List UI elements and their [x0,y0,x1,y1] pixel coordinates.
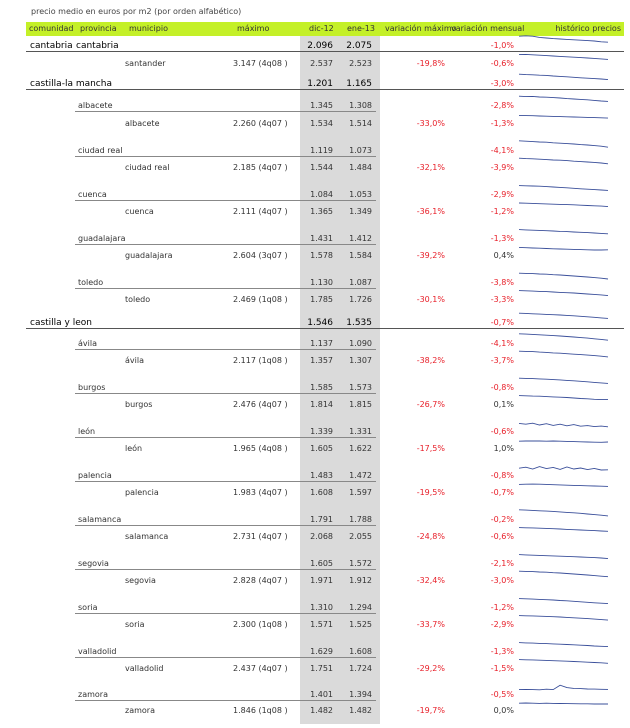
variacion-mensual-value: -0,8% [490,471,514,480]
variacion-mensual-value: -4,1% [490,339,514,348]
header-variacion-mensual: variación mensual [451,24,525,33]
dic12-value: 1.084 [310,190,333,199]
variacion-mensual-value: -2,9% [490,190,514,199]
ene13-value: 1.331 [349,427,372,436]
dic12-value: 1.571 [310,620,333,629]
variacion-mensual-value: -2,1% [490,559,514,568]
maximo-value: 2.260 (4q07 ) [233,119,288,128]
municipio-name: toledo [125,295,151,304]
variacion-mensual-value: -3,3% [490,295,514,304]
municipio-name: zamora [125,706,155,715]
variacion-maximo-value: -39,2% [416,251,445,260]
variacion-mensual-value: -1,2% [490,603,514,612]
dic12-value: 1.629 [310,647,333,656]
provincia-name: palencia [78,471,112,480]
dic12-value: 2.068 [310,532,333,541]
dic12-value: 1.357 [310,356,333,365]
ene13-value: 1.573 [349,383,372,392]
comunidad-name: cantabria [30,41,73,51]
dic12-value: 1.365 [310,207,333,216]
header-historico-precios: histórico precios [555,24,621,33]
dic12-value: 1.605 [310,559,333,568]
provincia-name: cantabria [76,41,119,51]
dic12-value: 1.791 [310,515,333,524]
variacion-mensual-value: 1,0% [493,444,514,453]
dic12-value: 1.608 [310,488,333,497]
municipio-name: palencia [125,488,159,497]
dic12-value: 2.096 [307,41,333,51]
maximo-value: 2.111 (4q07 ) [233,207,288,216]
dic12-value: 1.401 [310,690,333,699]
dic12-value: 2.537 [310,59,333,68]
maximo-value: 2.604 (3q07 ) [233,251,288,260]
variacion-mensual-value: -2,9% [490,620,514,629]
variacion-maximo-value: -33,7% [416,620,445,629]
ene13-value: 1.482 [349,706,372,715]
variacion-mensual-value: -3,7% [490,356,514,365]
variacion-maximo-value: -19,5% [416,488,445,497]
variacion-mensual-value: -4,1% [490,146,514,155]
ene13-value: 1.608 [349,647,372,656]
municipio-name: ciudad real [125,163,170,172]
ene13-value: 2.075 [346,41,372,51]
municipio-name: león [125,444,143,453]
variacion-maximo-value: -33,0% [416,119,445,128]
variacion-mensual-value: -0,5% [490,690,514,699]
ene13-value: 1.514 [349,119,372,128]
header-provincia: provincia [80,24,117,33]
ene13-value: 1.584 [349,251,372,260]
provincia-name: segovia [78,559,109,568]
variacion-mensual-value: -3,8% [490,278,514,287]
variacion-maximo-value: -24,8% [416,532,445,541]
ene13-value: 1.307 [349,356,372,365]
provincia-name: valladolid [78,647,117,656]
dic12-value: 1.119 [310,146,333,155]
provincia-name: toledo [78,278,104,287]
ene13-value: 1.788 [349,515,372,524]
provincia-name: guadalajara [78,234,126,243]
ene13-value: 1.394 [349,690,372,699]
municipio-name: salamanca [125,532,169,541]
ene13-value: 1.349 [349,207,372,216]
variacion-maximo-value: -19,8% [416,59,445,68]
provincia-name: albacete [78,101,113,110]
variacion-maximo-value: -26,7% [416,400,445,409]
dic12-value: 1.585 [310,383,333,392]
dic12-value: 1.971 [310,576,333,585]
variacion-mensual-value: -1,3% [490,119,514,128]
maximo-value: 2.469 (1q08 ) [233,295,288,304]
municipio-name: valladolid [125,664,164,673]
municipio-name: burgos [125,400,153,409]
ene13-value: 1.472 [349,471,372,480]
variacion-maximo-value: -36,1% [416,207,445,216]
maximo-value: 2.828 (4q07 ) [233,576,288,585]
dic12-value: 1.482 [310,706,333,715]
ene13-value: 1.087 [349,278,372,287]
provincia-name: salamanca [78,515,122,524]
header-dic12: dic-12 [309,24,334,33]
ene13-value: 2.055 [349,532,372,541]
page-caption: precio medio en euros por m2 (por orden alfabético) [31,7,242,16]
provincia-name: león [78,427,96,436]
dic12-value: 1.345 [310,101,333,110]
provincia-name: ávila [78,339,97,348]
municipio-name: albacete [125,119,160,128]
variacion-mensual-value: 0,1% [493,400,514,409]
municipio-name: ávila [125,356,144,365]
provincia-name: cuenca [78,190,107,199]
provincia-name: soria [78,603,98,612]
municipio-name: guadalajara [125,251,173,260]
ene13-value: 1.724 [349,664,372,673]
variacion-mensual-value: -2,8% [490,101,514,110]
dic12-value: 1.751 [310,664,333,673]
variacion-mensual-value: 0,4% [493,251,514,260]
maximo-value: 2.117 (1q08 ) [233,356,288,365]
ene13-value: 1.412 [349,234,372,243]
variacion-mensual-value: -0,7% [490,488,514,497]
ene13-value: 2.523 [349,59,372,68]
dic12-value: 1.534 [310,119,333,128]
variacion-mensual-value: -0,7% [490,318,514,327]
variacion-maximo-value: -38,2% [416,356,445,365]
municipio-name: soria [125,620,145,629]
variacion-mensual-value: -0,8% [490,383,514,392]
maximo-value: 2.476 (4q07 ) [233,400,288,409]
header-ene13: ene-13 [347,24,375,33]
variacion-mensual-value: -1,2% [490,207,514,216]
variacion-mensual-value: -1,0% [490,41,514,50]
ene13-value: 1.053 [349,190,372,199]
provincia-name: burgos [78,383,106,392]
variacion-maximo-value: -30,1% [416,295,445,304]
maximo-value: 2.300 (1q08 ) [233,620,288,629]
dic12-value: 1.130 [310,278,333,287]
sparkline-path [519,703,608,704]
ene13-value: 1.308 [349,101,372,110]
variacion-mensual-value: -1,3% [490,234,514,243]
variacion-maximo-value: -19,7% [416,706,445,715]
comunidad-name: castilla y leon [30,318,92,328]
header-comunidad: comunidad [29,24,74,33]
dic12-value: 1.785 [310,295,333,304]
municipio-name: santander [125,59,166,68]
ene13-value: 1.597 [349,488,372,497]
dic12-value: 1.339 [310,427,333,436]
ene13-value: 1.912 [349,576,372,585]
dic12-value: 1.546 [307,318,333,328]
maximo-value: 3.147 (4q08 ) [233,59,288,68]
maximo-value: 2.185 (4q07 ) [233,163,288,172]
variacion-mensual-value: -0,6% [490,59,514,68]
municipio-name: cuenca [125,207,154,216]
variacion-mensual-value: -0,6% [490,427,514,436]
maximo-value: 1.965 (4q08 ) [233,444,288,453]
dic12-value: 1.310 [310,603,333,612]
dic12-value: 1.814 [310,400,333,409]
variacion-mensual-value: -3,0% [490,576,514,585]
variacion-mensual-value: -1,5% [490,664,514,673]
dic12-value: 1.544 [310,163,333,172]
dic12-value: 1.578 [310,251,333,260]
header-variacion-maximo: variación máximo [385,24,457,33]
dic12-value: 1.201 [307,79,333,89]
ene13-value: 1.726 [349,295,372,304]
ene13-value: 1.294 [349,603,372,612]
dic12-value: 1.431 [310,234,333,243]
maximo-value: 1.983 (4q07 ) [233,488,288,497]
dic12-value: 1.605 [310,444,333,453]
variacion-mensual-value: -0,2% [490,515,514,524]
ene13-value: 1.165 [346,79,372,89]
header-maximo: máximo [237,24,270,33]
provincia-name: ciudad real [78,146,123,155]
ene13-value: 1.572 [349,559,372,568]
ene13-value: 1.090 [349,339,372,348]
variacion-maximo-value: -32,4% [416,576,445,585]
variacion-maximo-value: -29,2% [416,664,445,673]
comunidad-name: castilla-la mancha [30,79,112,89]
variacion-maximo-value: -32,1% [416,163,445,172]
variacion-mensual-value: -1,3% [490,647,514,656]
maximo-value: 2.731 (4q07 ) [233,532,288,541]
variacion-maximo-value: -17,5% [416,444,445,453]
variacion-mensual-value: -3,9% [490,163,514,172]
ene13-value: 1.525 [349,620,372,629]
dic12-value: 1.483 [310,471,333,480]
variacion-mensual-value: -0,6% [490,532,514,541]
municipio-name: segovia [125,576,156,585]
header-municipio: municipio [129,24,168,33]
maximo-value: 2.437 (4q07 ) [233,664,288,673]
historico-sparkline [519,699,609,709]
variacion-mensual-value: 0,0% [493,706,514,715]
ene13-value: 1.073 [349,146,372,155]
ene13-value: 1.535 [346,318,372,328]
variacion-mensual-value: -3,0% [490,79,514,88]
provincia-name: zamora [78,690,108,699]
ene13-value: 1.484 [349,163,372,172]
dic12-value: 1.137 [310,339,333,348]
maximo-value: 1.846 (1q08 ) [233,706,288,715]
ene13-value: 1.815 [349,400,372,409]
ene13-value: 1.622 [349,444,372,453]
